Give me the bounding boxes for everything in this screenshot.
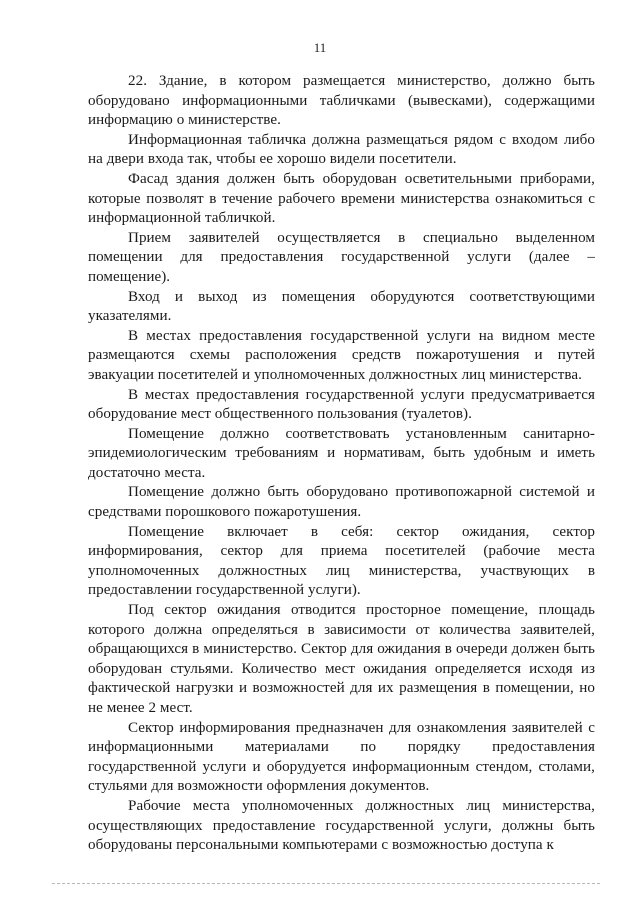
paragraph-workplaces: Рабочие места уполномоченных должностных лиц министерства, осуществляющих предоставление государственной услуги, должны быть оборудованы персональными компьютерами с возможностью доступа к <box>88 797 595 854</box>
paragraph-info-plate: Информационная табличка должна размещаться рядом с входом либо на двери входа так, чтобы ее хорошо видели посетители. <box>88 131 595 168</box>
paragraph-info-sector: Сектор информирования предназначен для ознакомления заявителей с информационными материалами по порядку предоставления государственной услуги и оборудуется информационным стендом, столами, стульями для возможности оформления документов. <box>88 719 595 795</box>
paragraph-reception: Прием заявителей осуществляется в специально выделенном помещении для предоставления государственной услуги (далее – помещение). <box>88 229 595 285</box>
paragraph-public-facilities: В местах предоставления государственной услуги предусматривается оборудование мест общественного пользования (туалетов). <box>88 386 595 423</box>
paragraph-room-sectors: Помещение включает в себя: сектор ожидания, сектор информирования, сектор для приема посетителей (рабочие места уполномоченных должностных лиц министерства, участвующих в предоставлении государственной услуги). <box>88 523 595 599</box>
paragraph-entrance-exit: Вход и выход из помещения оборудуются соответствующими указателями. <box>88 288 595 325</box>
paragraph-facade-lighting: Фасад здания должен быть оборудован осветительными приборами, которые позволят в течение рабочего времени министерства ознакомиться с информационной табличкой. <box>88 170 595 227</box>
page-bottom-rule <box>52 883 600 884</box>
paragraph-fire-safety: Помещение должно быть оборудовано противопожарной системой и средствами порошкового пожаротушения. <box>88 484 595 521</box>
paragraph-waiting-sector: Под сектор ожидания отводится просторное помещение, площадь которого должна определяться в зависимости от количества заявителей, обращающихся в министерство. Сектор для ожидания в очереди должен быть оборудован стульями. Количество мест ожидания определяется исходя из фактической нагрузки и возможностей для их размещения в помещении, но не менее 2 мест. <box>88 602 595 716</box>
document-body <box>88 72 595 856</box>
paragraph-evacuation-schemes: В местах предоставления государственной услуги на видном месте размещаются схемы расположения средств пожаротушения и путей эвакуации посетителей и уполномоченных должностных лиц министерства. <box>88 327 595 383</box>
paragraph-sanitary-norms: Помещение должно соответствовать установленным санитарно-эпидемиологическим требованиям и нормативам, быть удобным и иметь достаточно места. <box>88 425 595 481</box>
paragraph-building-signage: 22. Здание, в котором размещается министерство, должно быть оборудовано информационными табличками (вывесками), содержащими информацию о министерстве. <box>88 73 595 129</box>
page-number: 11 <box>313 40 327 55</box>
